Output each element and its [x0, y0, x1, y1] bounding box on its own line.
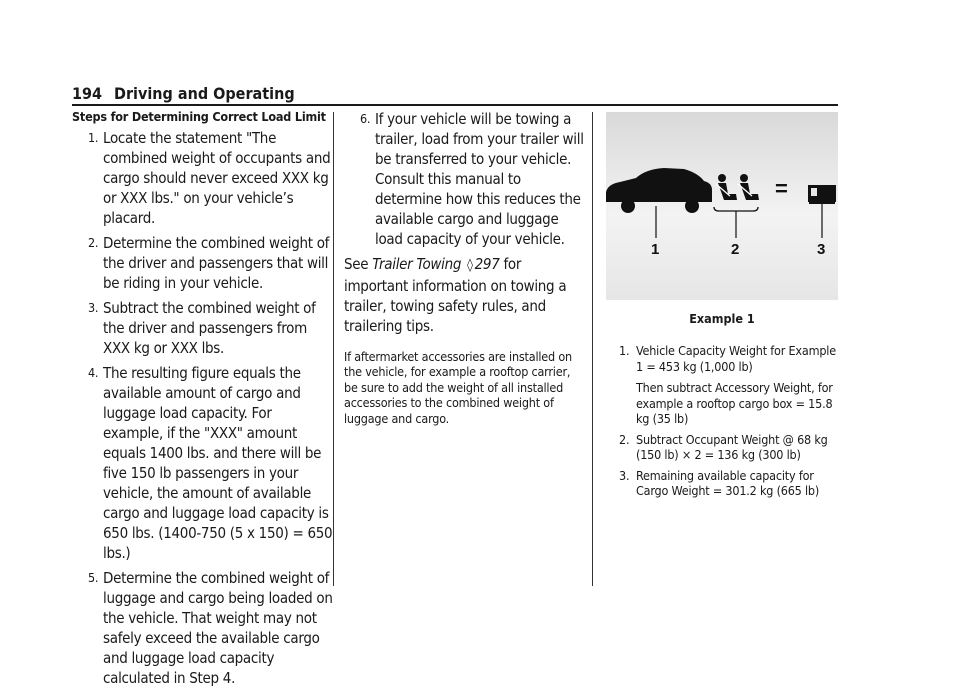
step-item: [72, 128, 334, 228]
minus-sign: −: [674, 172, 686, 194]
load-example-figure: [606, 112, 838, 300]
callout-label-2: 2: [731, 241, 740, 258]
page-reference[interactable]: 297: [474, 255, 500, 273]
see-text: See: [344, 255, 373, 273]
step-item: [72, 363, 334, 563]
step-number: 3.: [88, 300, 99, 315]
step-number: 5.: [88, 570, 99, 585]
calculation-subtext: Then subtract Accessory Weight, for example a rooftop cargo box = 15.8 kg (35 lb): [636, 380, 833, 426]
step-item: [344, 109, 584, 249]
page-number: 194: [72, 84, 103, 103]
reference-text: for important information on towing a trailer, towing safety rules, and trailering tips.: [344, 255, 567, 335]
steps-heading: Steps for Determining Correct Load Limit: [72, 109, 326, 124]
calculation-text: Subtract Occupant Weight @ 68 kg (150 lb) × 2 = 136 kg (300 lb): [636, 431, 828, 462]
step-text: Subtract the combined weight of the driver and passengers from XXX kg or XXX lbs.: [103, 299, 316, 357]
accessory-note: If aftermarket accessories are installed on the vehicle, for example a rooftop carrier, be sure to add the weight of all installed accessories to the combined weight of luggage and cargo.: [344, 348, 572, 426]
page-ref-arrow-icon: ◊: [467, 258, 473, 273]
occupants-bracket: [714, 207, 758, 211]
trailer-towing-link[interactable]: Trailer Towing: [372, 255, 462, 273]
calculation-item: [606, 343, 838, 427]
calculation-number: 1.: [619, 343, 630, 358]
step-text: Determine the combined weight of luggage and cargo being loaded on the vehicle. That weight may not safely exceed the available cargo and luggage load capacity calculated in Step 4.: [103, 569, 333, 687]
equals-sign: =: [775, 176, 788, 201]
section-title: Driving and Operating: [114, 84, 295, 103]
load-diagram: [606, 112, 838, 300]
callout-label-3: 3: [817, 241, 826, 258]
seated-occupants-icon: [716, 174, 759, 200]
calculation-item: [606, 468, 838, 499]
cargo-box-icon: [808, 185, 836, 204]
step-text: The resulting figure equals the available amount of cargo and luggage load capacity. For example, if the "XXX" amount equals 1400 lbs. and there will be five 150 lb passengers in your vehicle, the amount of available cargo and luggage load capacity is 650 lbs. (1400-750 (5 x 150) = 650 lbs.): [103, 364, 333, 562]
calculation-item: [606, 432, 838, 463]
step-item: [72, 233, 334, 293]
step-item: [72, 298, 334, 358]
trailer-reference-paragraph: [344, 254, 584, 336]
vehicle-icon: [606, 168, 712, 213]
calculation-text: Vehicle Capacity Weight for Example 1 = 453 kg (1,000 lb): [636, 343, 836, 374]
step-number: 2.: [88, 235, 99, 250]
calculation-number: 3.: [619, 467, 630, 483]
page-header: [72, 84, 838, 106]
step-item: [72, 568, 334, 688]
column-left: [72, 109, 334, 693]
column-right: [606, 112, 838, 504]
callout-label-1: 1: [651, 241, 660, 258]
step-number: 1.: [88, 130, 99, 145]
step-number: 4.: [88, 365, 99, 380]
calculation-number: 2.: [619, 431, 630, 447]
column-middle: [344, 109, 584, 439]
step-text: Determine the combined weight of the driver and passengers that will be riding in your vehicle.: [103, 234, 330, 292]
calculation-text: Remaining available capacity for Cargo Weight = 301.2 kg (665 lb): [636, 467, 820, 498]
step-number: 6.: [360, 111, 371, 126]
figure-caption: Example 1: [689, 311, 755, 326]
column-divider: [592, 112, 593, 586]
step-text: If your vehicle will be towing a trailer, load from your trailer will be transferred to your vehicle. Consult this manual to determine how this reduces the available cargo and luggage load capacity of your vehicle.: [375, 110, 584, 248]
step-text: Locate the statement "The combined weight of occupants and cargo should never exceed XXX kg or XXX lbs." on your vehicle’s placard.: [103, 129, 331, 227]
